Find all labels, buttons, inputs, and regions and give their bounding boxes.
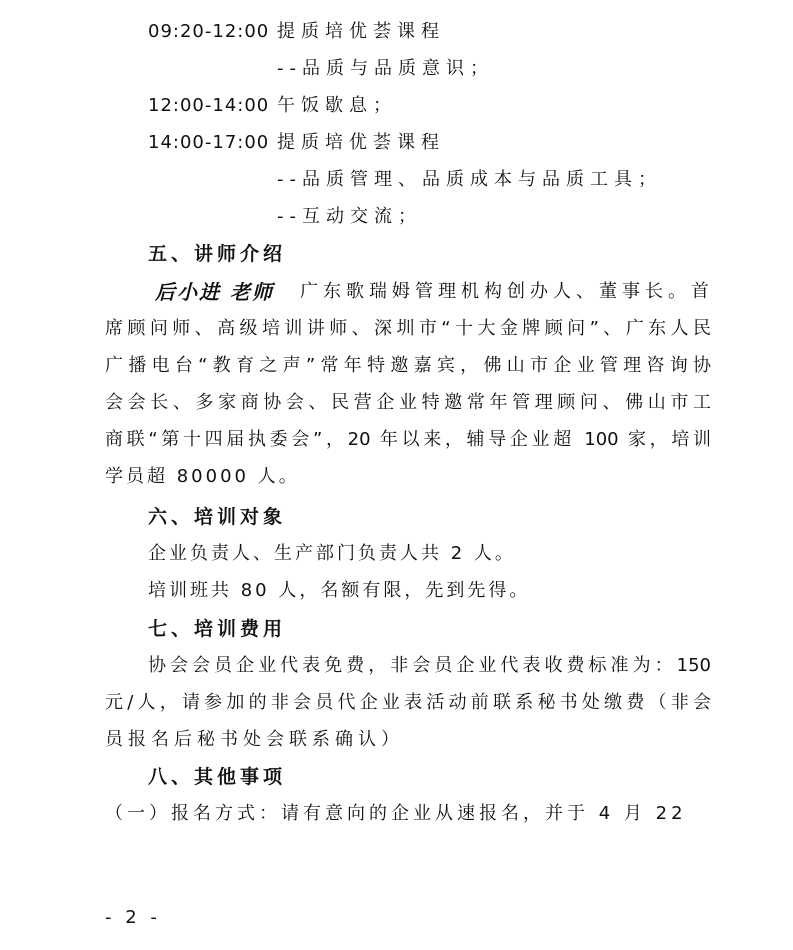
page-number: - 2 - — [105, 907, 161, 928]
lecturer-name: 后小进 老师 — [155, 280, 274, 304]
schedule-item: --品质管理、品质成本与品质工具； — [277, 169, 662, 190]
schedule-item: --品质与品质意识； — [277, 58, 494, 79]
schedule-item: --互动交流； — [277, 206, 422, 227]
schedule-item: 提质培优荟课程 — [277, 132, 445, 153]
paragraph-line: 协会会员企业代表免费，非会员企业代表收费标准为：150 — [148, 655, 711, 676]
paragraph-line: 员报名后秘书处会联系确认） — [105, 729, 404, 750]
paragraph-line: 席顾问师、高级培训讲师、深圳市“十大金牌顾问”、广东人民 — [105, 318, 711, 339]
paragraph-line: （一）报名方式：请有意向的企业从速报名，并于 4 月 22 — [105, 803, 687, 824]
paragraph-line: 商联“第十四届执委会”，20 年以来，辅导企业超 100 家，培训 — [105, 429, 711, 450]
section-heading: 五、讲师介绍 — [148, 243, 287, 265]
section-heading: 八、其他事项 — [148, 766, 287, 788]
section-heading: 六、培训对象 — [148, 506, 287, 528]
paragraph-line: 广东歌瑞姆管理机构创办人、董事长。首 — [300, 281, 714, 302]
schedule-time: 09:20-12:00 — [148, 21, 270, 42]
paragraph-line: 企业负责人、生产部门负责人共 2 人。 — [148, 543, 516, 564]
paragraph-line: 学员超 80000 人。 — [105, 466, 300, 487]
paragraph-line: 元/人，请参加的非会员代企业表活动前联系秘书处缴费（非会 — [105, 692, 711, 713]
schedule-item: 提质培优荟课程 — [277, 21, 445, 42]
section-heading: 七、培训费用 — [148, 618, 287, 640]
paragraph-line: 广播电台“教育之声”常年特邀嘉宾，佛山市企业管理咨询协 — [105, 355, 711, 376]
paragraph-line: 培训班共 80 人，名额有限，先到先得。 — [148, 580, 531, 601]
paragraph-line: 会会长、多家商协会、民营企业特邀常年管理顾问、佛山市工 — [105, 392, 711, 413]
schedule-time: 12:00-14:00 — [148, 95, 270, 116]
schedule-item: 午饭歇息； — [277, 95, 397, 116]
schedule-time: 14:00-17:00 — [148, 132, 270, 153]
